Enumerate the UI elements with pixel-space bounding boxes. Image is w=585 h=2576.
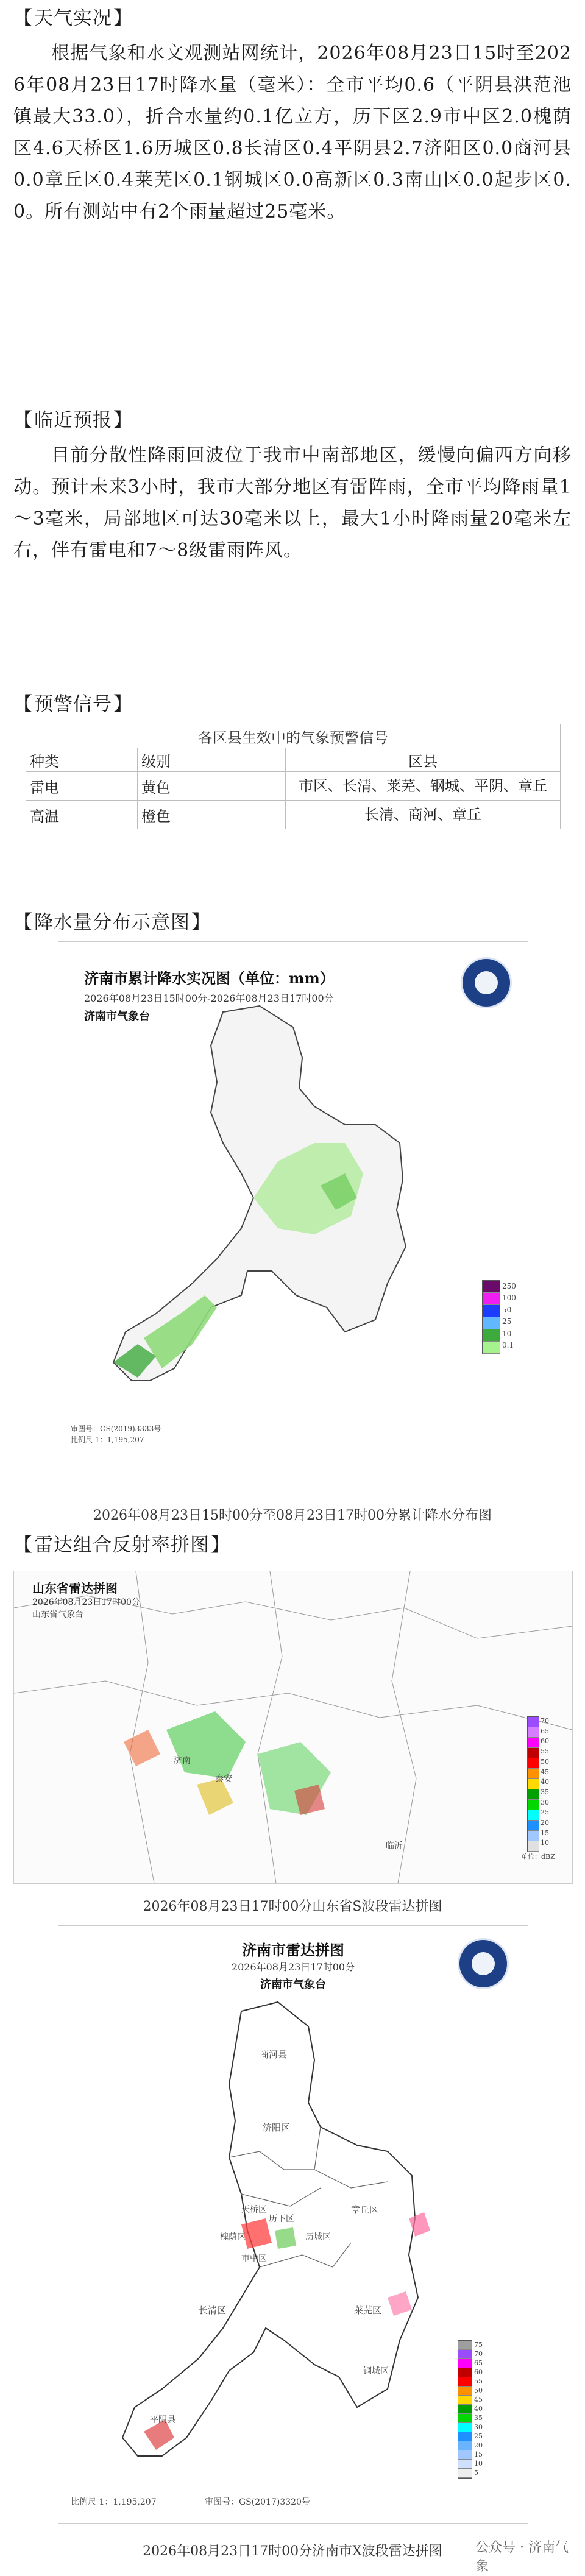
city-label: 济南 bbox=[174, 1756, 191, 1766]
legend-swatch bbox=[528, 1789, 539, 1800]
map-review-number: 审图号：GS(2017)3320号 bbox=[205, 2497, 310, 2507]
legend-swatch bbox=[458, 2377, 472, 2387]
district-label: 平阴县 bbox=[150, 2415, 176, 2425]
signal-type: 高温 bbox=[26, 801, 138, 829]
rainfall-map-figure bbox=[58, 941, 528, 1460]
map-title: 济南市雷达拼图 bbox=[242, 1941, 344, 1959]
legend-swatch bbox=[458, 2405, 472, 2414]
section-header-radar: 【雷达组合反射率拼图】 bbox=[13, 1534, 230, 1556]
reflectivity-legend bbox=[458, 2340, 472, 2479]
legend-swatch bbox=[528, 1821, 539, 1831]
legend-label: 30 bbox=[541, 1798, 549, 1806]
district-label: 历城区 bbox=[305, 2232, 331, 2242]
jinan-radar-caption: 2026年08月23日17时00分济南市X波段雷达拼图 bbox=[143, 2544, 442, 2559]
section-header-rain-map: 【降水量分布示意图】 bbox=[13, 911, 211, 933]
legend-swatch bbox=[528, 1769, 539, 1779]
section-title: 临近预报 bbox=[34, 409, 112, 431]
jinan-radar-figure bbox=[58, 1925, 528, 2524]
legend-label: 65 bbox=[541, 1727, 549, 1735]
table-caption: 各区县生效中的气象预警信号 bbox=[26, 724, 561, 748]
legend-label: 10 bbox=[541, 1839, 549, 1847]
legend-swatch bbox=[528, 1841, 539, 1852]
nowcast-text: 目前分散性降雨回波位于我市中南部地区，缓慢向偏西方向移动。预计未来3小时，我市大部分地区有雷阵雨，全市平均降雨量1～3毫米，局部地区可达30毫米以上，最大1小时降雨量20毫米左右，伴有雷电和7～8级雷雨阵风。 bbox=[13, 445, 572, 561]
legend-label: 40 bbox=[541, 1778, 549, 1786]
legend-swatch bbox=[528, 1717, 539, 1727]
rainfall-map-caption: 2026年08月23日15时00分至08月23日17时00分累计降水分布图 bbox=[93, 1508, 492, 1523]
legend-label: 15 bbox=[541, 1828, 549, 1837]
legend-swatch bbox=[458, 2396, 472, 2405]
legend-swatch bbox=[458, 2341, 472, 2350]
legend-label: 250 bbox=[502, 1282, 516, 1290]
legend-swatch bbox=[483, 1342, 500, 1354]
legend-swatch bbox=[483, 1317, 500, 1329]
legend-unit: 单位：dBZ bbox=[521, 1853, 555, 1861]
legend-swatch bbox=[458, 2450, 472, 2460]
legend-swatch bbox=[458, 2414, 472, 2423]
district-label: 天桥区 bbox=[241, 2205, 267, 2215]
section-header-signal: 【预警信号】 bbox=[13, 693, 133, 715]
legend-label: 50 bbox=[474, 2387, 483, 2394]
district-label: 钢城区 bbox=[363, 2366, 389, 2376]
legend-swatch bbox=[528, 1758, 539, 1769]
shandong-radar-svg bbox=[14, 1571, 572, 1883]
legend-swatch bbox=[458, 2387, 472, 2396]
city-label: 临沂 bbox=[386, 1841, 403, 1851]
district-label: 市中区 bbox=[241, 2254, 267, 2263]
legend-label: 70 bbox=[541, 1717, 549, 1725]
legend-swatch bbox=[458, 2359, 472, 2368]
legend-swatch bbox=[528, 1810, 539, 1821]
signal-areas: 长清、商河、章丘 bbox=[286, 801, 561, 829]
legend-label: 50 bbox=[502, 1305, 512, 1314]
legend-label: 35 bbox=[474, 2414, 483, 2422]
shandong-radar-caption: 2026年08月23日17时00分山东省S波段雷达拼图 bbox=[143, 1899, 442, 1914]
legend-label: 65 bbox=[474, 2359, 483, 2367]
legend-labels bbox=[541, 1716, 549, 1849]
legend-labels bbox=[474, 2340, 483, 2477]
legend-label: 25 bbox=[474, 2432, 483, 2440]
legend-swatch bbox=[458, 2368, 472, 2377]
map-agency: 济南市气象台 bbox=[84, 1010, 150, 1023]
map-agency: 济南市气象台 bbox=[260, 1978, 326, 1991]
column-header-type: 种类 bbox=[26, 748, 138, 772]
district-label: 长清区 bbox=[199, 2305, 227, 2316]
legend-label: 55 bbox=[474, 2377, 483, 2385]
signal-type: 雷电 bbox=[26, 772, 138, 801]
legend-swatch bbox=[458, 2441, 472, 2450]
legend-labels bbox=[502, 1281, 516, 1351]
legend-swatch bbox=[458, 2350, 472, 2359]
legend-swatch bbox=[458, 2469, 472, 2478]
legend-swatch bbox=[528, 1800, 539, 1810]
district-label: 商河县 bbox=[260, 2049, 288, 2060]
legend-swatch bbox=[483, 1281, 500, 1293]
district-label: 槐荫区 bbox=[220, 2232, 246, 2242]
legend-swatch bbox=[458, 2460, 472, 2469]
legend-label: 25 bbox=[502, 1317, 512, 1326]
legend-swatch bbox=[528, 1738, 539, 1748]
legend-label: 50 bbox=[541, 1757, 549, 1766]
legend-label: 45 bbox=[474, 2396, 483, 2404]
signal-level: 橙色 bbox=[138, 801, 286, 829]
legend-swatch bbox=[458, 2423, 472, 2432]
legend-label: 20 bbox=[541, 1819, 549, 1827]
section-header-nowcast: 【临近预报】 bbox=[13, 409, 133, 431]
legend-label: 60 bbox=[541, 1737, 549, 1746]
section-title: 预警信号 bbox=[34, 693, 112, 715]
legend-swatch bbox=[528, 1831, 539, 1841]
legend-label: 40 bbox=[474, 2405, 483, 2413]
map-subtitle: 2026年08月23日17时00分 bbox=[231, 1961, 355, 1973]
legend-swatch bbox=[528, 1727, 539, 1738]
map-title: 济南市累计降水实况图（单位：mm） bbox=[84, 969, 335, 987]
map-review-number: 审图号：GS(2019)3333号 bbox=[71, 1424, 161, 1433]
legend-label: 10 bbox=[474, 2460, 483, 2468]
map-title: 山东省雷达拼图 bbox=[32, 1581, 118, 1596]
legend-label: 100 bbox=[502, 1293, 516, 1303]
rainfall-legend bbox=[482, 1280, 500, 1354]
legend-label: 35 bbox=[541, 1788, 549, 1796]
district-label: 济阳区 bbox=[263, 2122, 291, 2133]
column-header-areas: 区县 bbox=[286, 748, 561, 772]
signal-areas: 市区、长清、莱芜、钢城、平阴、章丘 bbox=[286, 772, 561, 801]
reflectivity-legend bbox=[527, 1716, 539, 1852]
legend-label: 20 bbox=[474, 2441, 483, 2449]
map-scale: 比例尺 1：1,195,207 bbox=[71, 1435, 144, 1444]
legend-label: 45 bbox=[541, 1767, 549, 1776]
legend-label: 55 bbox=[541, 1747, 549, 1756]
legend-label: 60 bbox=[474, 2368, 483, 2376]
legend-swatch bbox=[483, 1293, 500, 1305]
legend-label: 25 bbox=[541, 1808, 549, 1817]
section-title: 降水量分布示意图 bbox=[34, 911, 190, 933]
account-watermark: 公众号 · 济南气象 bbox=[470, 2536, 585, 2576]
legend-label: 10 bbox=[502, 1329, 512, 1338]
table-row bbox=[26, 801, 561, 829]
column-header-level: 级别 bbox=[138, 748, 286, 772]
district-label: 历下区 bbox=[269, 2214, 294, 2224]
map-agency: 山东省气象台 bbox=[32, 1610, 83, 1619]
city-label: 泰安 bbox=[215, 1774, 232, 1784]
map-scale: 比例尺 1：1,195,207 bbox=[71, 2497, 157, 2507]
district-label: 章丘区 bbox=[351, 2204, 379, 2215]
legend-label: 75 bbox=[474, 2341, 483, 2349]
map-subtitle: 2026年08月23日15时00分-2026年08月23日17时00分 bbox=[84, 993, 334, 1004]
legend-swatch bbox=[528, 1779, 539, 1789]
legend-swatch bbox=[528, 1748, 539, 1758]
legend-label: 30 bbox=[474, 2423, 483, 2431]
shandong-radar-figure bbox=[13, 1571, 573, 1884]
district-label: 莱芜区 bbox=[354, 2305, 382, 2316]
rainfall-map-svg bbox=[58, 942, 528, 1460]
signal-level: 黄色 bbox=[138, 772, 286, 801]
legend-swatch bbox=[483, 1329, 500, 1342]
section-header-weather: 【天气实况】 bbox=[13, 7, 133, 29]
legend-swatch bbox=[483, 1305, 500, 1317]
legend-label: 15 bbox=[474, 2450, 483, 2458]
legend-label: 5 bbox=[474, 2469, 478, 2477]
table-row bbox=[26, 772, 561, 801]
section-title: 天气实况 bbox=[34, 7, 112, 29]
section-title: 雷达组合反射率拼图 bbox=[34, 1534, 210, 1556]
warning-signal-table bbox=[26, 724, 561, 829]
legend-swatch bbox=[458, 2432, 472, 2441]
legend-label: 0.1 bbox=[502, 1341, 514, 1350]
table-header-row bbox=[26, 748, 561, 772]
map-subtitle: 2026年08月23日17时00分 bbox=[32, 1598, 140, 1607]
legend-label: 70 bbox=[474, 2350, 483, 2358]
weather-observation-text: 根据气象和水文观测站网统计，2026年08月23日15时至2026年08月23日17时降水量（毫米）：全市平均0.6（平阴县洪范池镇最大33.0），折合水量约0.1亿立方，历下区2.9市中区2.0槐荫区4.6天桥区1.6历城区0.8长清区0.4平阴县2.7济阳区0.0商河县0.0章丘区0.4莱芜区0.1钢城区0.0高新区0.3南山区0.0起步区0.0。所有测站中有2个雨量超过25毫米。 bbox=[13, 43, 572, 222]
